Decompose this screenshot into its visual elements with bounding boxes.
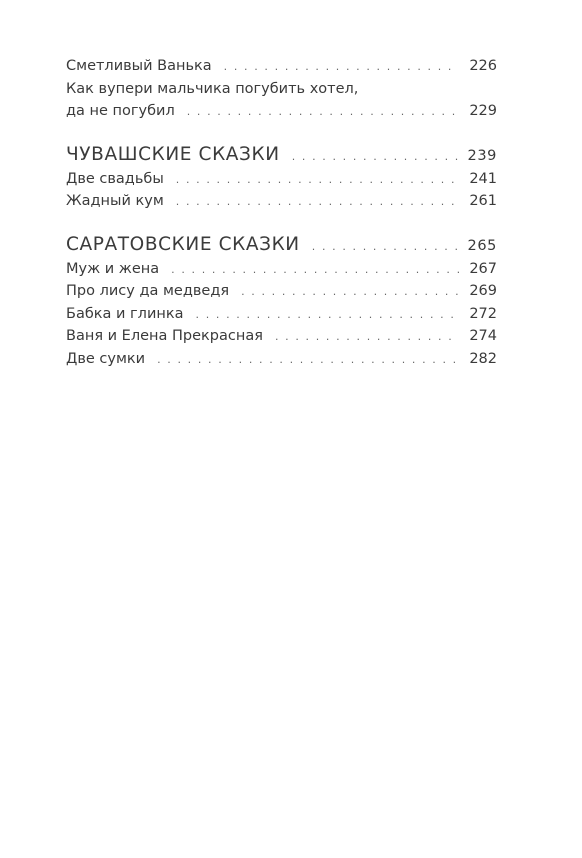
toc-entry-page: 267 [469, 260, 497, 277]
toc-entry [66, 258, 497, 281]
toc-entry-first-line [66, 78, 497, 101]
leader-dots [157, 349, 459, 372]
leader-dots [171, 259, 459, 282]
section-heading [66, 142, 497, 168]
toc-entry [66, 100, 497, 123]
toc-entry-title: Муж и жена [66, 260, 160, 277]
section-title: САРАТОВСКИЕ СКАЗКИ [66, 233, 300, 255]
toc-entry-title-line2: да не погубил [66, 103, 175, 119]
toc-entry-page: 229 [469, 103, 497, 119]
toc-entry [66, 303, 497, 326]
toc-entry-page: 226 [469, 58, 497, 74]
toc-entry-page: 274 [469, 328, 497, 344]
toc-entry-title: Две сумки [66, 350, 146, 367]
leader-dots [196, 304, 460, 327]
leader-dots [176, 191, 460, 214]
section-spacer [66, 123, 497, 142]
leader-dots [312, 234, 458, 260]
toc-entry-title: Бабка и глинка [66, 305, 184, 322]
leader-dots [187, 101, 460, 124]
toc-entry-title: Про лису да медведя [66, 283, 230, 299]
leader-dots [176, 169, 460, 192]
leader-dots [241, 281, 459, 304]
toc-entry-page: 261 [469, 193, 497, 209]
table-of-contents [66, 55, 497, 370]
toc-entry-title: Сметливый Ванька [66, 58, 212, 74]
toc-entry-page: 241 [469, 170, 497, 187]
toc-entry [66, 348, 497, 371]
toc-entry-title: Ваня и Елена Прекрасная [66, 328, 263, 344]
toc-entry-title: Две свадьбы [66, 170, 164, 187]
leader-dots [292, 144, 458, 170]
section-title: ЧУВАШСКИЕ СКАЗКИ [66, 143, 280, 165]
toc-entry-page: 269 [469, 283, 497, 299]
toc-entry [66, 55, 497, 78]
section-heading [66, 232, 497, 258]
section-page: 265 [467, 237, 497, 254]
toc-entry-page: 282 [469, 350, 497, 367]
toc-entry-title: Жадный кум [66, 193, 164, 209]
section-spacer [66, 213, 497, 232]
toc-entry [66, 190, 497, 213]
toc-entry [66, 280, 497, 303]
toc-entry [66, 325, 497, 348]
toc-entry-page: 272 [469, 305, 497, 322]
toc-entry-title-line1: Как вупери мальчика погубить хотел, [66, 80, 359, 97]
leader-dots [224, 56, 460, 79]
leader-dots [275, 326, 459, 349]
toc-entry [66, 168, 497, 191]
section-page: 239 [467, 147, 497, 164]
